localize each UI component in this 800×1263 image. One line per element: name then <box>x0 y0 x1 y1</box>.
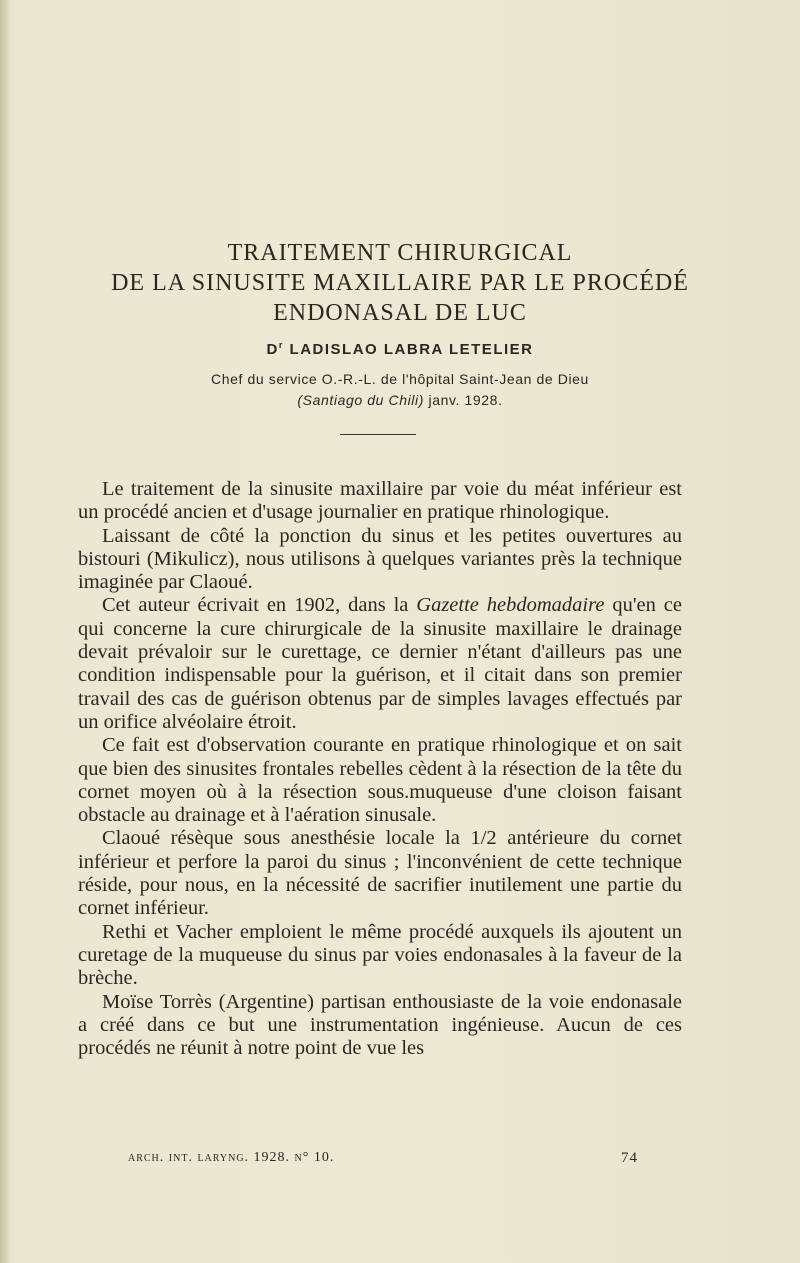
page-number: 74 <box>621 1150 638 1166</box>
paragraph-4: Ce fait est d'observation courante en pratique rhinologique et on sait que bien des sinusites frontales rebelles cèdent à la résection de la tête du cornet moyen où à la résection sous.muqueuse d'une cloison faisant obstacle au drainage et à l'aération sinusale. <box>78 734 682 827</box>
paragraph-1: Le traitement de la sinusite maxillaire par voie du méat inférieur est un procédé ancien et d'usage journalier en pratique rhinologique. <box>78 478 682 524</box>
article-title <box>60 238 740 328</box>
paragraph-3 <box>78 594 682 734</box>
paragraph-3-end: qu'en ce qui concerne la cure chirurgicale de la sinusite maxillaire le drainage devait prévaloir sur le curettage, ce dernier n'étant d'ailleurs pas une condition indispensable pour la guérison, et il citait dans son premier travail des cas de guérison obtenus par de simples lavages effectués par un orifice alvéolaire étroit. <box>78 594 682 733</box>
title-line-2: DE LA SINUSITE MAXILLAIRE PAR LE PROCÉDÉ <box>111 270 689 296</box>
affiliation-line-1: Chef du service O.-R.-L. de l'hôpital Saint-Jean de Dieu <box>211 371 589 387</box>
title-line-3: ENDONASAL DE LUC <box>273 300 527 326</box>
paragraph-3-start: Cet auteur écrivait en 1902, dans la <box>102 594 417 617</box>
author-name: LADISLAO LABRA LETELIER <box>289 341 534 358</box>
journal-reference: arch. int. laryng. 1928. n° 10. <box>128 1150 335 1165</box>
article-body <box>78 478 682 1060</box>
page-edge-shadow <box>0 0 10 1263</box>
page-footer <box>128 1150 638 1167</box>
author-prefix-sup: r <box>278 340 284 350</box>
paragraph-2: Laissant de côté la ponction du sinus et les petites ouvertures au bistouri (Mikulicz), nous utilisons à quelques variantes près la technique imaginée par Claoué. <box>78 524 682 594</box>
affiliation-city: (Santiago du Chili) <box>297 392 424 408</box>
paragraph-6: Rethi et Vacher emploient le même procédé auxquels ils ajoutent un curetage de la muqueuse du sinus par voies endonasales à la faveur de la brèche. <box>78 920 682 990</box>
author-line <box>60 340 740 358</box>
paragraph-7: Moïse Torrès (Argentine) partisan enthousiaste de la voie endonasale a créé dans ce but une instrumentation ingénieuse. Aucun de ces procédés ne réunit à notre point de vue les <box>78 990 682 1060</box>
journal-citation: Gazette hebdomadaire <box>416 594 605 617</box>
affiliation-line-2 <box>60 392 740 408</box>
title-divider <box>340 434 416 435</box>
affiliation-date: janv. 1928. <box>428 392 503 408</box>
paragraph-5: Claoué résèque sous anesthésie locale la 1/2 antérieure du cornet inférieur et perfore la paroi du sinus ; l'inconvénient de cette technique réside, pour nous, en la nécessité de sacrifier inutilement une partie du cornet inférieur. <box>78 827 682 920</box>
author-prefix: D <box>266 341 279 358</box>
title-line-1: TRAITEMENT CHIRURGICAL <box>227 240 573 266</box>
